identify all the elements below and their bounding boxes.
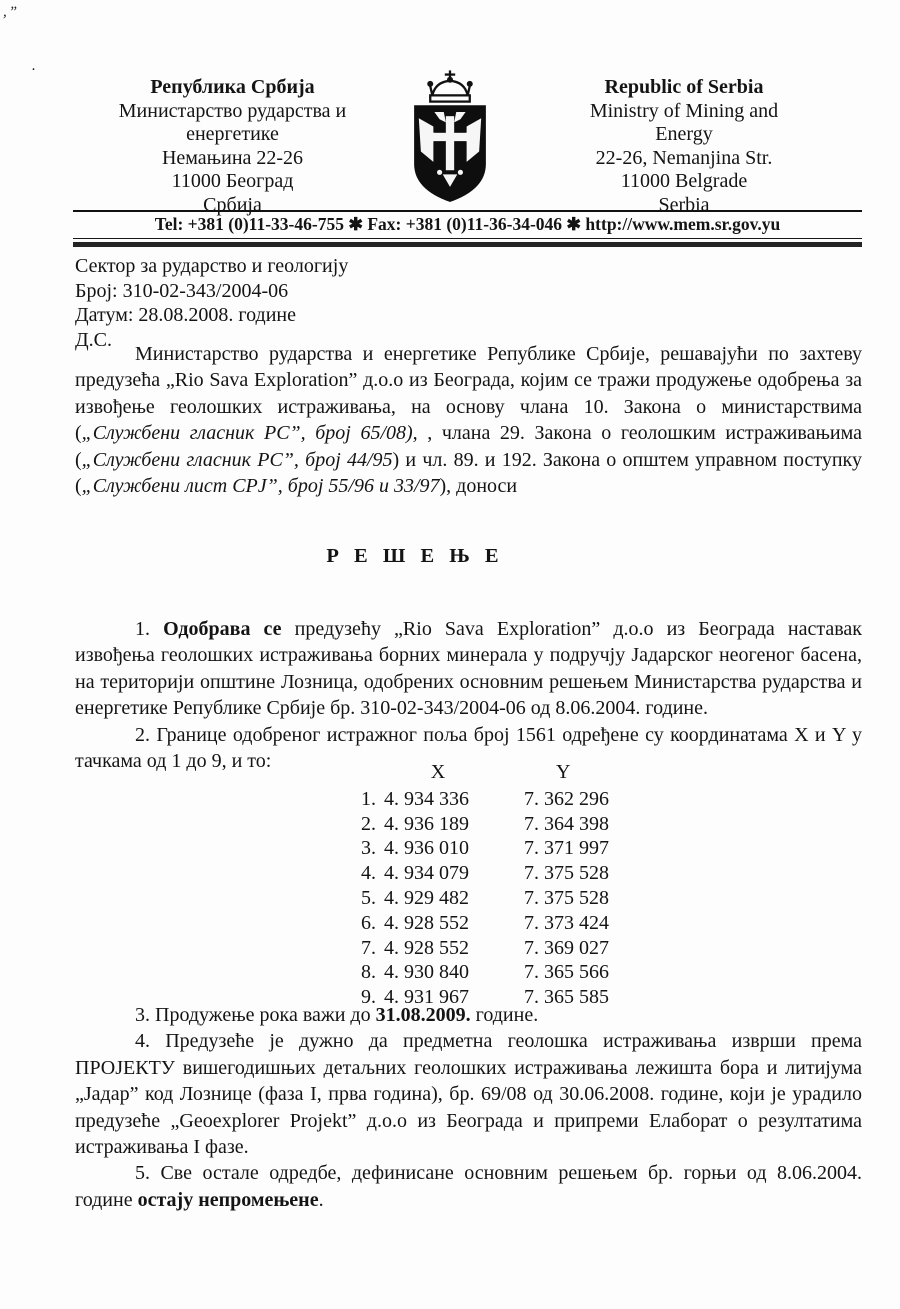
contact-divider-thick <box>73 242 862 247</box>
coordinate-row <box>340 886 676 911</box>
coordinate-cell-n: 5. <box>361 886 376 909</box>
decision-item-5 <box>75 1160 862 1213</box>
header-line: 11000 Belgrade <box>620 170 748 192</box>
coordinate-cell-x: 4. 928 552 <box>384 936 469 959</box>
text-segment: Министарство рударства и енергетике Републике Србије, решавајући по захтеву предузећа „Rio Sava Exploration” д.о.о из Београда, којим се тражи продужење одобрења за извођење геолошких истраживања, на основу члана 10. Закона о министарствима ( <box>75 343 862 445</box>
text-segment: ) и чл. 89. и 192. Закона о општем управном поступку ( <box>75 448 862 498</box>
meta-sector: Сектор за рударство и геологију <box>75 255 349 277</box>
text-segment: . <box>318 1188 324 1211</box>
text-segment: , члана 29. Закона о геолошким истраживањима ( <box>75 422 863 471</box>
text-segment: „Службени лист СРЈ”, број 55/96 и 33/97 <box>81 475 440 498</box>
header-english-address <box>508 76 860 217</box>
header-serbian-address <box>70 76 395 217</box>
decision-item-4 <box>75 1028 862 1160</box>
header-line: Република Србија <box>150 76 315 98</box>
coordinate-cell-n: 7. <box>361 936 376 959</box>
coordinate-row <box>340 960 676 985</box>
serbia-coat-of-arms-icon <box>398 70 502 208</box>
column-header-y: Y <box>556 761 571 783</box>
header-line: 11000 Београд <box>171 170 294 192</box>
coordinate-cell-y: 7. 375 528 <box>524 862 609 885</box>
coordinates-table <box>340 760 676 1010</box>
coordinates-header-row <box>340 760 676 785</box>
text-segment: „Службени гласник РС”, број 65/08), <box>81 422 418 445</box>
coordinate-row <box>340 787 676 812</box>
decision-items-1-2 <box>75 616 862 774</box>
meta-number: Број: 310-02-343/2004-06 <box>75 279 289 302</box>
coordinate-cell-n: 1. <box>361 787 376 810</box>
header-line: Министарство рударства и <box>118 99 347 122</box>
header-line: Ministry of Mining and <box>589 99 779 122</box>
contact-divider-thin <box>73 238 862 239</box>
text-segment: 5. Све остале одредбе, дефинисане основним решењем бр. горњи од 8.06.2004. године <box>75 1162 862 1211</box>
decision-item-3 <box>75 1002 862 1028</box>
scan-speck-dot: · <box>31 62 36 78</box>
text-segment: 2. Границе одобреног истражног поља број 1561 одређене су координатама X и Y у тачкама од 1 до 9, и то: <box>75 723 862 773</box>
coordinate-cell-x: 4. 934 336 <box>384 787 469 810</box>
text-segment: 31.08.2009. <box>375 1004 471 1026</box>
meta-date: Датум: 28.08.2008. године <box>75 304 297 326</box>
text-segment: Одобрава се <box>163 618 282 640</box>
coordinate-cell-n: 2. <box>361 812 376 835</box>
coordinate-cell-x: 4. 929 482 <box>384 886 469 909</box>
decision-items-3-5 <box>75 1002 862 1213</box>
document-meta <box>75 254 348 352</box>
coordinates-rows <box>340 787 676 1010</box>
coordinate-cell-y: 7. 364 398 <box>524 812 609 835</box>
header-line: Energy <box>655 123 713 145</box>
header-line: Србија <box>203 193 262 216</box>
contact-line: Tel: +381 (0)11-33-46-755 ✱ Fax: +381 (0)11-36-34-046 ✱ http://www.mem.sr.gov.yu <box>154 214 781 234</box>
coordinate-cell-x: 4. 934 079 <box>384 862 469 885</box>
coordinate-cell-y: 7. 369 027 <box>524 936 609 959</box>
coordinate-row <box>340 911 676 936</box>
header-line: 22-26, Nemanjina Str. <box>595 146 773 169</box>
coordinate-cell-x: 4. 936 010 <box>384 837 469 860</box>
coordinate-cell-x: 4. 930 840 <box>384 961 469 984</box>
intro-paragraph-block <box>75 341 862 499</box>
header-divider-line <box>73 210 862 212</box>
coordinate-cell-x: 4. 931 967 <box>384 986 469 1009</box>
coordinate-cell-x: 4. 936 189 <box>384 812 469 835</box>
coordinate-cell-n: 9. <box>361 986 376 1009</box>
coordinate-cell-n: 6. <box>361 911 376 934</box>
header-line: Немањина 22-26 <box>161 146 304 169</box>
intro-paragraph <box>75 341 862 499</box>
coordinate-row <box>340 812 676 837</box>
meta-initials: Д.С. <box>75 328 112 351</box>
coordinate-row <box>340 861 676 886</box>
text-segment: „Службени гласник РС”, број 44/95 <box>81 448 393 471</box>
text-segment: 4. Предузеће је дужно да предметна геолошка истраживања изврши према ПРОЈЕКТУ вишегодишњих детаљних геолошких истраживања лежишта бора и литијума „Јадар” код Лознице (фаза I, прва година), бр. 69/08 од 30.06.2008. године, који је урадило предузеће „Geoexplorer Projekt” д.о.о из Београда и припреми Елаборат о резултатима истраживања I фазе. <box>75 1030 862 1159</box>
text-segment: остају непромењене <box>137 1188 319 1211</box>
text-segment: године. <box>470 1004 539 1026</box>
coordinate-cell-x: 4. 928 552 <box>384 911 469 934</box>
header-line: енергетике <box>186 123 279 145</box>
coordinate-cell-n: 4. <box>361 862 376 885</box>
text-segment: ), доноси <box>439 475 518 498</box>
header-line: Serbia <box>658 193 710 216</box>
scan-speck-mark: ,” <box>3 4 20 20</box>
coordinate-cell-y: 7. 373 424 <box>524 911 609 934</box>
decision-item-1 <box>75 616 862 722</box>
coordinate-cell-y: 7. 362 296 <box>524 787 609 810</box>
coordinate-row <box>340 836 676 861</box>
coordinate-cell-y: 7. 365 566 <box>524 961 609 984</box>
coordinate-cell-y: 7. 365 585 <box>524 986 609 1009</box>
column-header-x: X <box>430 761 446 783</box>
coordinate-row <box>340 936 676 961</box>
coordinate-cell-y: 7. 375 528 <box>524 886 609 909</box>
header-line: Republic of Serbia <box>604 76 764 98</box>
decision-title: Р Е Ш Е Њ Е <box>326 545 504 567</box>
text-segment: 1. <box>135 618 164 640</box>
coordinate-cell-n: 8. <box>361 961 376 984</box>
coordinate-cell-y: 7. 371 997 <box>524 837 609 860</box>
coordinate-cell-n: 3. <box>361 837 376 860</box>
text-segment: предузећу „Rio Sava Exploration” д.о.о из Београда наставак извођења геолошких истраживања борних минерала у подручју Јадарског неогеног басена, на територији општине Лозница, одобрених основним решењем Министарства рударства и енергетике Републике Србије бр. 310-02-343/2004-06 од 8.06.2004. године. <box>75 618 862 720</box>
text-segment: 3. Продужење рока важи до <box>135 1004 376 1026</box>
